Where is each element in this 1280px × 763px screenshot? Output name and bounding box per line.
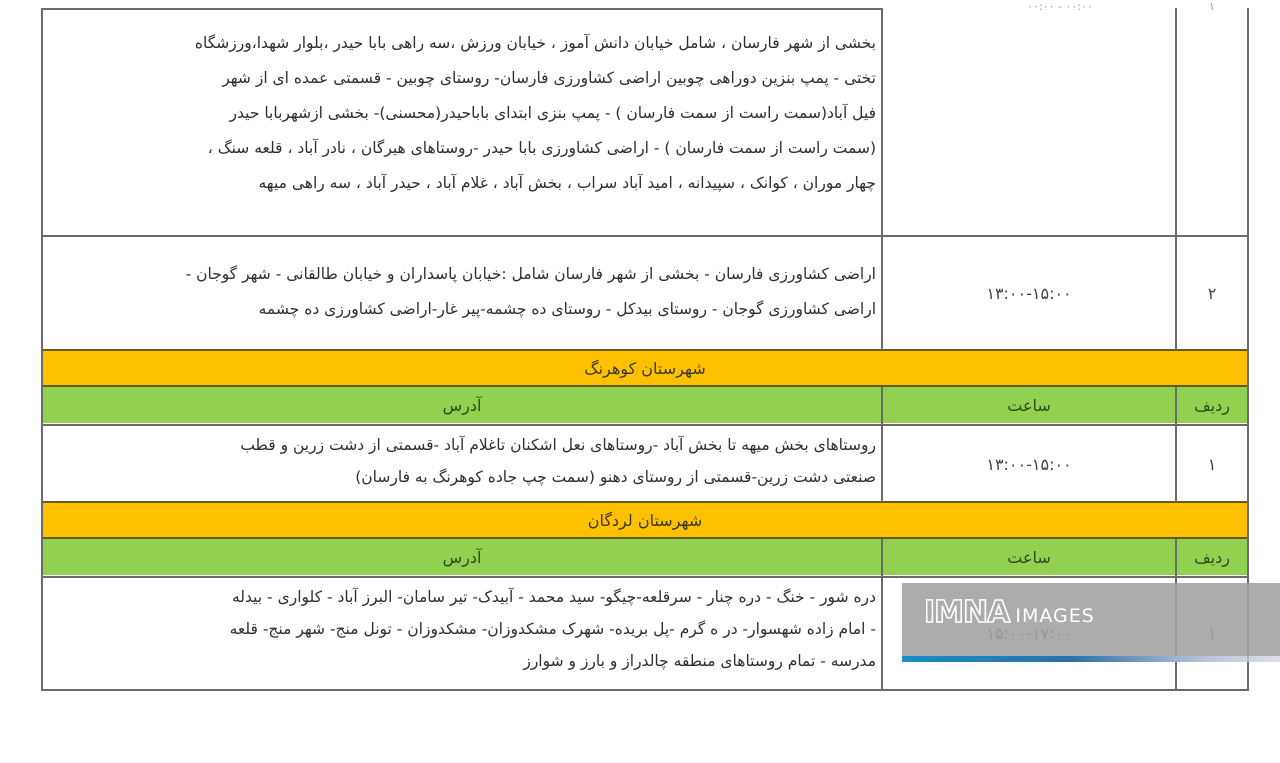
address-line: اراضی کشاورزی فارسان - بخشی از شهر فارسان شامل :خیابان پاسداران و خیابان طالقانی - شهر گوجان - [185,265,876,283]
address-cell [46,26,876,201]
grid-line [1175,8,1177,350]
column-header-address: آدرس [42,387,882,423]
watermark-label: IMAGES [1015,605,1095,627]
county-title: شهرستان لردگان [587,510,703,530]
address-line: تختی - پمپ بنزین دوراهی چوبین اراضی کشاورزی فارسان- روستای چوبین - قسمتی عمده ای از شهر [222,69,876,87]
cut-off-time: ۰۰:۰۰ - ۰۰:۰۰ [1027,0,1093,13]
address-line: دره شور - خنگ - دره چنار - سرقلعه-چیگو- سید محمد - آبیدک- تیر سامان- البرز آباد - کلواری - بیدله [231,588,876,606]
grid-line [881,387,883,502]
grid-line [41,424,1249,426]
address-cell [46,429,876,493]
address-line: مدرسه - تمام روستاهای منطقه چالدراز و بارز و شوارز [523,652,876,670]
imna-logo-icon: IMNA [924,595,1010,630]
county-header-lordegan [42,501,1248,539]
grid-line [41,235,1249,237]
column-header-row: ردیف [1176,387,1248,423]
watermark-banner [902,583,1280,656]
grid-line [881,8,883,350]
watermark-accent-bar [902,656,1280,662]
table-row [42,237,1248,350]
watermark-logo [924,595,1095,630]
column-header-row [42,539,1248,577]
grid-line [881,539,883,691]
grid-line [41,8,883,10]
time-cell: ۱۳:۰۰-۱۵:۰۰ [986,454,1072,474]
column-header-address: آدرس [42,539,882,575]
column-header-time: ساعت [882,539,1176,575]
column-header-row: ردیف [1176,539,1248,575]
row-number-cell: ۲ [1207,284,1217,303]
cut-off-row-number: ۱ [1209,0,1215,13]
table-row [42,425,1248,503]
address-line: فیل آباد(سمت راست از سمت فارسان ) - پمپ بنزی ابتدای باباحیدر(محسنی)- بخشی ازشهربابا حیدر [229,104,876,122]
address-line: صنعتی دشت زرین-قسمتی از روستای دهنو (سمت چپ جاده کوهرنگ به فارسان) [355,468,876,486]
grid-line [41,689,1249,691]
table-row [42,8,882,236]
address-line: بخشی از شهر فارسان ، شامل خیابان دانش آموز ، خیابان ورزش ،سه راهی بابا حیدر ،بلوار شهدا،ورزشگاه [194,34,876,52]
grid-line [41,576,1249,578]
row-number-cell: ۱ [1207,454,1217,474]
address-line: چهار موران ، کوانک ، سپیدانه ، امید آباد سراب ، بخش آباد ، غلام آباد ، حیدر آباد ، سه راهی میهه [258,174,876,192]
address-cell [46,581,876,677]
address-line: روستاهای بخش میهه تا بخش آباد -روستاهای نعل اشکنان تاغلام آباد -قسمتی از دشت زرین و قطب [240,436,876,454]
county-header-kuhrang [42,349,1248,387]
column-header-time: ساعت [882,387,1176,423]
address-line: (سمت راست از سمت فارسان ) - اراضی کشاورزی بابا حیدر -روستاهای هیرگان ، نادر آباد ، قلعه سنگ ، [207,139,876,157]
column-header-row [42,387,1248,425]
grid-line [41,8,43,691]
address-cell [46,257,876,327]
address-line: - امام زاده شهسوار- در ه گرم -پل بریده- شهرک مشکدوزان- مشکدوزان - تونل منج- شهر منج- قلعه [229,620,876,638]
county-title: شهرستان کوهرنگ [584,358,706,378]
grid-line [1175,387,1177,502]
time-cell: ۱۳:۰۰-۱۵:۰۰ [986,284,1072,303]
address-line: اراضی کشاورزی گوجان - روستای بیدکل - روستای ده چشمه-پیر غار-اراضی کشاورزی ده چشمه [258,300,876,318]
